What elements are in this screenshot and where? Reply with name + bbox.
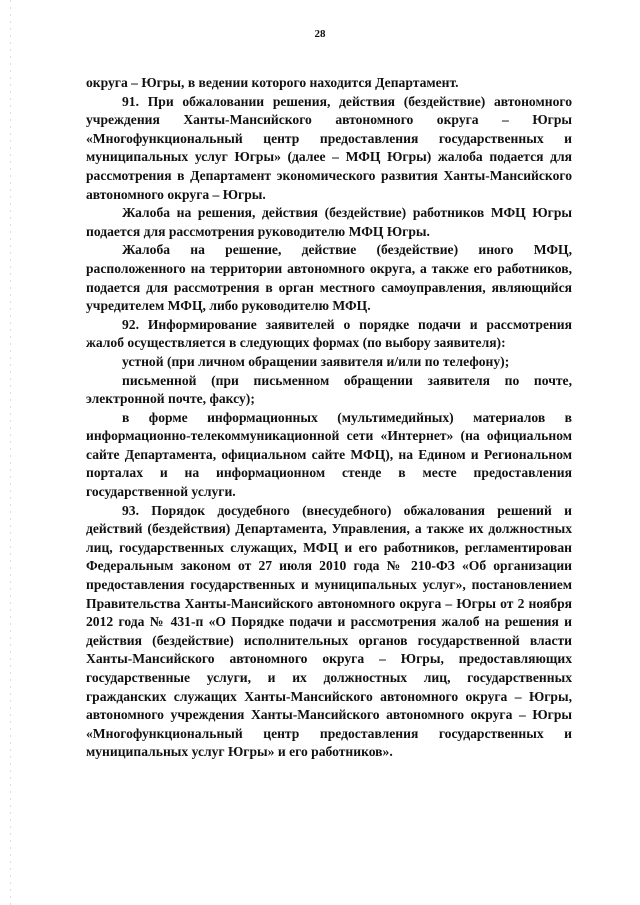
paragraph-oral-form: устной (при личном обращении заявителя и/или по телефону);: [122, 353, 510, 369]
paragraph-93: 93. Порядок досудебного (внесудебного) обжалования решений и действий (бездействия) Департамента, Управления, а также их должностных лиц, государственных служащих, МФЦ и его работников, регламентирован Федеральным законом от 27 июля 2010 года № 210-ФЗ «Об организации предоставления государственных и муниципальных услуг», постановлением Правительства Ханты-Мансийского автономного округа – Югры от 2 ноября 2012 года № 431-п «О Порядке подачи и рассмотрения жалоб на решения и действия (бездействие) исполнительных органов государственной власти Ханты-Мансийского автономного округа – Югры, предоставляющих государственные услуги, и их должностных лиц, государственных гражданских служащих Ханты-Мансийского автономного округа – Югры, автономного учреждения Ханты-Мансийского автономного округа – Югры «Многофункциональный центр предоставления государственных и муниципальных услуг Югры» и его работников».: [86, 502, 572, 760]
paragraph-92: 92. Информирование заявителей о порядке подачи и рассмотрения жалоб осуществляется в следующих формах (по выбору заявителя):: [86, 316, 572, 351]
document-body: [86, 74, 572, 762]
paragraph-complaint-mfc-workers: Жалоба на решения, действия (бездействие) работников МФЦ Югры подается для рассмотрения руководителю МФЦ Югры.: [86, 205, 572, 239]
paragraph-91: 91. При обжаловании решения, действия (бездействие) автономного учреждения Ханты-Мансийского автономного округа – Югры «Многофункциональный центр предоставления государственных и муниципальных услуг Югры» (далее – МФЦ Югры) жалоба подается для рассмотрения в Департамент экономического развития Ханты-Мансийского автономного округа – Югры.: [86, 93, 572, 202]
paragraph-media-form: в форме информационных (мультимедийных) материалов в информационно-телекоммуникационной сети «Интернет» (на официальном сайте Департамента, официальном сайте МФЦ), на Едином и Региональном порталах и на информационном стенде в месте предоставления государственной услуги.: [86, 409, 572, 500]
paragraph-continuation: округа – Югры, в ведении которого находится Департамент.: [86, 75, 459, 90]
paragraph-written-form: письменной (при письменном обращении заявителя по почте, электронной почте, факсу);: [86, 372, 572, 407]
paragraph-complaint-other-mfc: Жалоба на решение, действие (бездействие) иного МФЦ, расположенного на территории автономного округа, а также его работников, подается для рассмотрения в орган местного самоуправления, являющийся учредителем МФЦ, либо руководителю МФЦ.: [86, 242, 572, 314]
scan-edge-artifact: [10, 0, 11, 905]
page-number: 28: [314, 28, 326, 40]
